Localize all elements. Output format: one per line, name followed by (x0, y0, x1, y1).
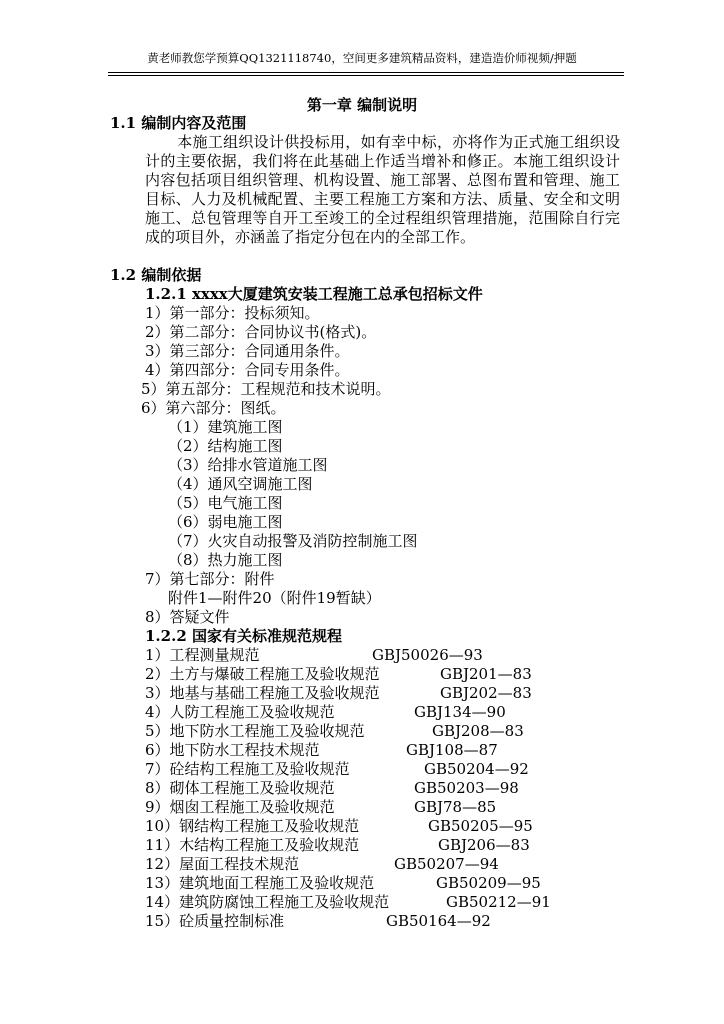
standard-code: GBJ134—90 (414, 703, 506, 721)
tender-part-item: 5）第五部分：工程规范和技术说明。 (141, 380, 391, 398)
standard-name: 9）烟囱工程施工及验收规范 (145, 798, 335, 816)
standard-code: GB50209—95 (436, 874, 541, 892)
standard-code: GB50205—95 (428, 817, 533, 835)
tender-part-item: 1）第一部分：投标须知。 (145, 304, 320, 322)
standard-name: 5）地下防水工程施工及验收规范 (145, 722, 365, 740)
tender-part-item: 2）第二部分：合同协议书(格式)。 (145, 323, 377, 341)
standard-name: 6）地下防水工程技术规范 (145, 741, 320, 759)
standard-code: GB50164—92 (386, 912, 491, 930)
page-header: 黄老师教您学预算QQ1321118740，空间更多建筑精品资料，建造造价师视频/押题 (147, 51, 577, 65)
section-1-2-2-heading: 1.2.2 国家有关标准规范规程 (145, 627, 342, 645)
standard-name: 8）砌体工程施工及验收规范 (145, 779, 335, 797)
standard-name: 15）砼质量控制标准 (145, 912, 285, 930)
standard-code: GBJ208—83 (432, 722, 524, 740)
section-1-1-paragraph-text: 本施工组织设计供投标用，如有幸中标，亦将作为正式施工组织设计的主要依据，我们将在此基础上作适当增补和修正。本施工组织设计内容包括项目组织管理、机构设置、施工部署、总图布置和管理、施工目标、人力及机械配置、主要工程施工方案和方法、质量、安全和文明施工、总包管理等自开工至竣工的全过程组织管理措施，范围除自行完成的项目外，亦涵盖了指定分包在内的全部工作。 (145, 133, 620, 246)
tender-part-item: 6）第六部分：图纸。 (141, 399, 286, 417)
standard-code: GBJ202—83 (440, 684, 532, 702)
standard-name: 14）建筑防腐蚀工程施工及验收规范 (145, 893, 390, 911)
drawing-item: （8）热力施工图 (168, 551, 283, 569)
standard-name: 12）屋面工程技术规范 (145, 855, 300, 873)
tender-part-item: 8）答疑文件 (145, 608, 230, 626)
standard-name: 3）地基与基础工程施工及验收规范 (145, 684, 380, 702)
standard-name: 2）土方与爆破工程施工及验收规范 (145, 665, 380, 683)
section-1-1-heading: 1.1 编制内容及范围 (110, 114, 247, 132)
standard-code: GBJ50026—93 (372, 646, 483, 664)
section-1-2-heading: 1.2 编制依据 (110, 266, 202, 284)
chapter-title: 第一章 编制说明 (306, 96, 418, 114)
drawing-item: （6）弱电施工图 (168, 513, 283, 531)
section-1-2-1-heading: 1.2.1 xxxx大厦建筑安装工程施工总承包招标文件 (145, 285, 483, 303)
standard-name: 4）人防工程施工及验收规范 (145, 703, 335, 721)
standard-code: GB50203—98 (414, 779, 519, 797)
standard-code: GBJ201—83 (440, 665, 532, 683)
drawing-item: （1）建筑施工图 (168, 418, 283, 436)
drawing-item: （3）给排水管道施工图 (168, 456, 328, 474)
standard-code: GBJ78—85 (414, 798, 497, 816)
header-rule-top (108, 72, 624, 73)
section-1-1-paragraph (145, 133, 620, 247)
drawing-item: （7）火灾自动报警及消防控制施工图 (168, 532, 418, 550)
standard-code: GBJ108—87 (406, 741, 498, 759)
standard-code: GB50204—92 (424, 760, 529, 778)
standard-code: GBJ206—83 (438, 836, 530, 854)
standard-name: 10）钢结构工程施工及验收规范 (145, 817, 360, 835)
standard-name: 11）木结构工程施工及验收规范 (145, 836, 360, 854)
tender-part-item: 3）第三部分：合同通用条件。 (145, 342, 350, 360)
annex-range: 附件1—附件20（附件19暂缺） (168, 589, 381, 607)
drawing-item: （2）结构施工图 (168, 437, 283, 455)
drawing-item: （5）电气施工图 (168, 494, 283, 512)
standard-name: 13）建筑地面工程施工及验收规范 (145, 874, 375, 892)
header-rule-bottom (108, 75, 624, 76)
standard-code: GB50207—94 (394, 855, 499, 873)
standard-code: GB50212—91 (446, 893, 551, 911)
standard-name: 1）工程测量规范 (145, 646, 260, 664)
tender-part-item: 7）第七部分：附件 (145, 570, 275, 588)
drawing-item: （4）通风空调施工图 (168, 475, 313, 493)
standard-name: 7）砼结构工程施工及验收规范 (145, 760, 350, 778)
tender-part-item: 4）第四部分：合同专用条件。 (145, 361, 350, 379)
